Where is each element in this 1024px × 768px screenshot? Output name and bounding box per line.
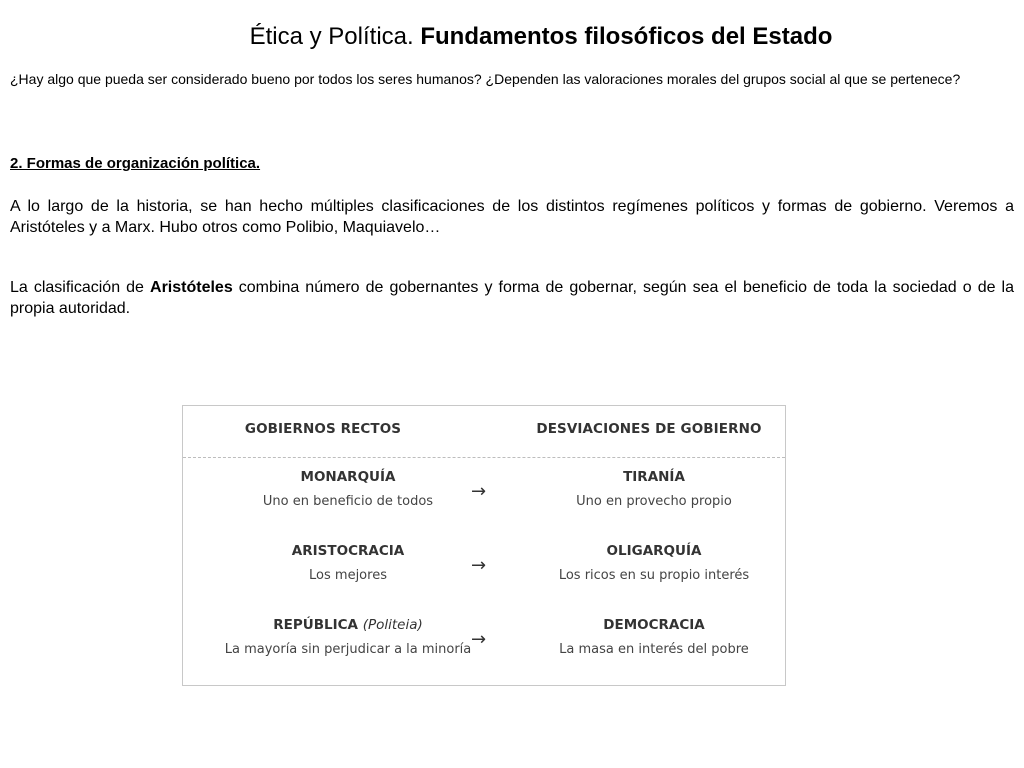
right-name: TIRANÍA — [623, 469, 685, 485]
paragraph-aristotle-before: La clasificación de — [10, 279, 151, 296]
right-desc: Uno en provecho propio — [576, 494, 732, 509]
right-desc: La masa en interés del pobre — [559, 642, 749, 657]
right-name: OLIGARQUÍA — [606, 543, 702, 559]
left-desc: Uno en beneficio de todos — [262, 494, 434, 509]
right-cell — [523, 616, 785, 659]
header-deviations: DESVIACIONES DE GOBIERNO — [536, 421, 762, 437]
header-divider — [183, 457, 785, 458]
paragraph-aristotle-name: Aristóteles — [150, 279, 233, 296]
government-forms-table — [182, 405, 786, 686]
paragraph-classifications: A lo largo de la historia, se han hecho múltiples clasificaciones de los distintos regímenes políticos y formas de gobierno. Veremos a Aristóteles y a Marx. Hubo otros como Polibio, Maquiavelo… — [10, 198, 1014, 236]
left-cell — [183, 542, 513, 585]
right-name: DEMOCRACIA — [603, 617, 705, 633]
right-cell — [523, 542, 785, 585]
left-name: MONARQUÍA — [300, 469, 396, 485]
left-name: ARISTOCRACIA — [291, 543, 405, 559]
left-cell — [183, 468, 513, 511]
arrow-icon: → — [471, 555, 487, 576]
title-plain: Ética y Política. — [249, 23, 414, 50]
left-name: REPÚBLICA (Politeia) — [273, 617, 423, 633]
left-desc: Los mejores — [309, 568, 387, 583]
arrow-icon: → — [471, 629, 487, 650]
table-row — [183, 616, 785, 672]
right-desc: Los ricos en su propio interés — [558, 568, 750, 583]
left-desc: La mayoría sin perjudicar a la minoría — [224, 642, 472, 657]
intro-question: ¿Hay algo que pueda ser considerado bueno por todos los seres humanos? ¿Dependen las valoraciones morales del grupos social al que se pertenece? — [10, 71, 961, 87]
section-heading: 2. Formas de organización política. — [10, 155, 261, 172]
header-right-governments: GOBIERNOS RECTOS — [244, 421, 402, 437]
page-title — [0, 22, 1024, 52]
left-sub: (Politeia) — [362, 617, 423, 633]
paragraph-aristotle-after: combina número de gobernantes y forma de gobernar, según sea el beneficio de toda la sociedad o de la propia autoridad. — [10, 279, 1014, 317]
paragraph-aristotle — [10, 277, 1014, 319]
table-row — [183, 468, 785, 524]
left-cell — [183, 616, 513, 659]
arrow-icon: → — [471, 481, 487, 502]
right-cell — [523, 468, 785, 511]
title-bold: Fundamentos filosóficos del Estado — [420, 23, 833, 50]
table-row — [183, 542, 785, 598]
